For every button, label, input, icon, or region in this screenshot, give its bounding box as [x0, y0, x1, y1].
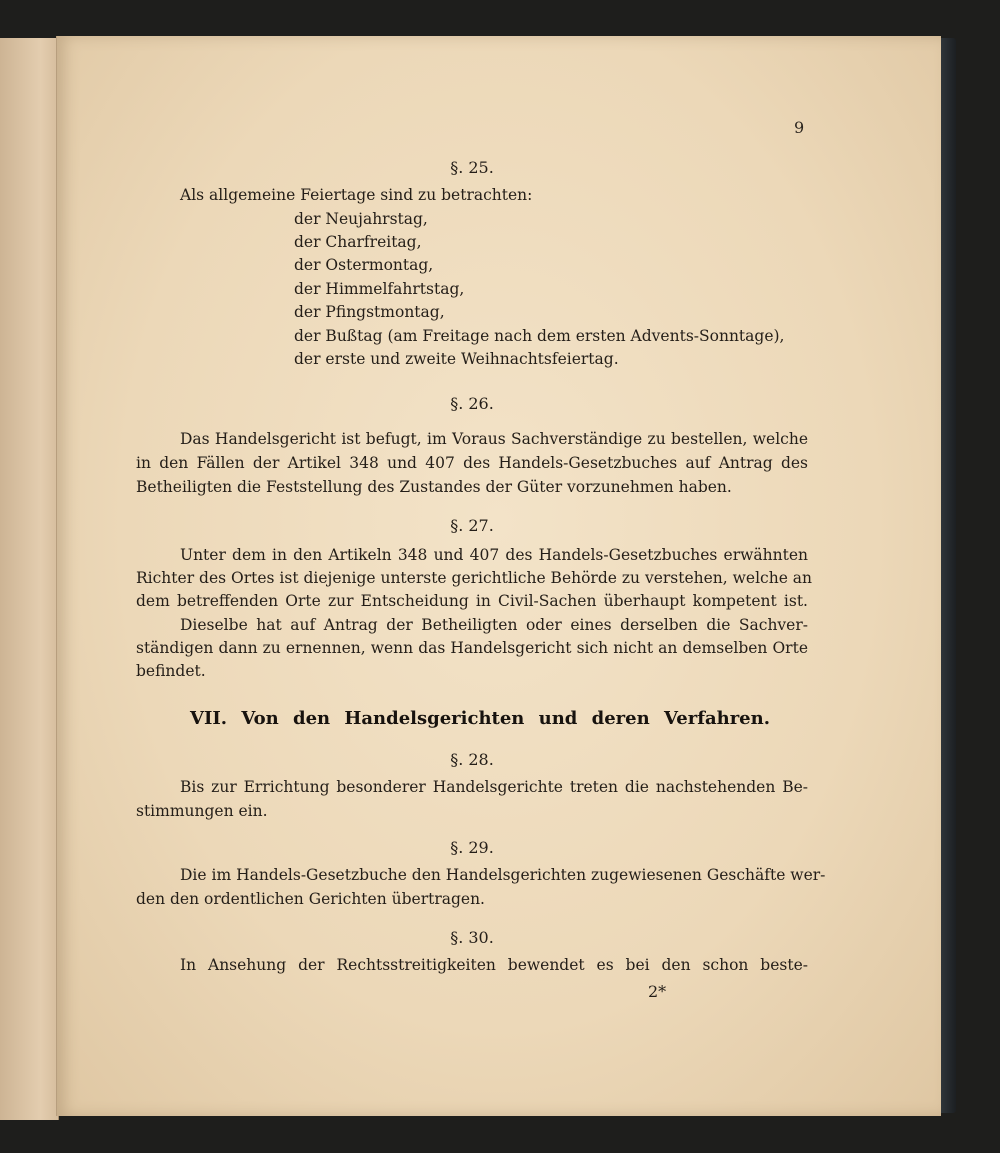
section-25-heading: §. 25.: [450, 158, 494, 177]
holiday-item: der Neujahrstag,: [294, 210, 428, 228]
section-28-heading: §. 28.: [450, 750, 494, 769]
holiday-item: der Ostermontag,: [294, 256, 434, 274]
chapter-heading: VII. Von den Handelsgerichten und deren Verfahren.: [190, 708, 770, 729]
paragraph-27-line: Richter des Ortes ist diejenige unterste gerichtliche Behörde zu verstehen, welche an: [136, 569, 813, 587]
section-30-heading: §. 30.: [450, 928, 494, 947]
paragraph-27-line: ständigen dann zu ernennen, wenn das Handelsgericht sich nicht an demselben Orte: [136, 639, 808, 657]
left-page-edge: [0, 38, 59, 1120]
section-29-heading: §. 29.: [450, 838, 494, 857]
paragraph-28-line: stimmungen ein.: [136, 802, 268, 820]
paragraph-28-line: Bis zur Errichtung besonderer Handelsgerichte treten die nachstehenden Be-: [180, 778, 808, 796]
holiday-item: der Himmelfahrtstag,: [294, 280, 465, 298]
paragraph-26-line: Das Handelsgericht ist befugt, im Voraus Sachverständige zu bestellen, welche: [180, 430, 808, 448]
paragraph-29-line: den den ordentlichen Gerichten übertragen.: [136, 890, 485, 908]
paragraph-27-line: befindet.: [136, 662, 206, 680]
paragraph-26-line: Betheiligten die Feststellung des Zustandes der Güter vorzunehmen haben.: [136, 478, 732, 496]
paragraph-27-line: Unter dem in den Artikeln 348 und 407 des Handels-Gesetzbuches erwähnten: [180, 546, 808, 564]
holiday-item: der Charfreitag,: [294, 233, 422, 251]
section-26-heading: §. 26.: [450, 394, 494, 413]
paragraph-30-line: In Ansehung der Rechtsstreitigkeiten bewendet es bei den schon beste-: [180, 956, 808, 974]
holiday-item: der Bußtag (am Freitage nach dem ersten Advents-Sonntage),: [294, 327, 785, 345]
paragraph-26-line: in den Fällen der Artikel 348 und 407 des Handels-Gesetzbuches auf Antrag des: [136, 454, 808, 472]
paragraph-29-line: Die im Handels-Gesetzbuche den Handelsgerichten zugewiesenen Geschäfte wer-: [180, 866, 826, 884]
section-27-heading: §. 27.: [450, 516, 494, 535]
paragraph-25-intro: Als allgemeine Feiertage sind zu betrachten:: [180, 186, 533, 204]
paragraph-27-line: dem betreffenden Orte zur Entscheidung in Civil-Sachen überhaupt kompetent ist.: [136, 592, 808, 610]
holiday-item: der erste und zweite Weihnachtsfeiertag.: [294, 350, 619, 368]
page-number: 9: [794, 118, 805, 137]
paragraph-27-line: Dieselbe hat auf Antrag der Betheiligten oder eines derselben die Sachver-: [180, 616, 808, 634]
holiday-item: der Pfingstmontag,: [294, 303, 445, 321]
signature-mark: 2*: [648, 982, 667, 1001]
